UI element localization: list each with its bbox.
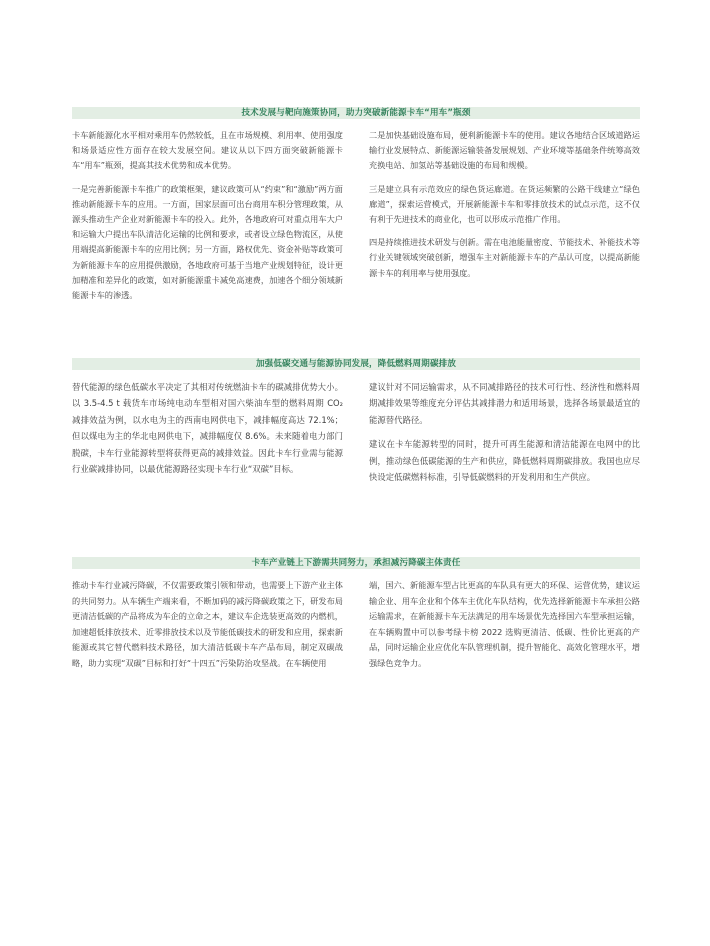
- paragraph: 三是建立具有示范效应的绿色货运廊道。在货运频繁的公路干线建立“绿色廊道”，探索运营模式，开展新能源卡车和零排放技术的试点示范，这不仅有利于先进技术的商业化，也可以形成示范推广作用。: [369, 183, 640, 225]
- left-column: [72, 128, 343, 311]
- paragraph: 卡车新能源化水平相对乘用车仍然较低，且在市场规模、利用率、使用强度和场景适应性方面存在较大发展空间。建议从以下四方面突破新能源卡车“用车”瓶颈，提高其技术优势和成本优势。: [72, 130, 343, 171]
- paragraph: 一是完善新能源卡车推广的政策框架，建议政策可从“约束”和“激励”两方面推动新能源卡车的应用。一方面，国家层面可出台商用车积分管理政策，从源头推动生产企业对新能源卡车的投入。此外，各地政府可对重点用车大户和运输大户提出车队清洁化运输的比例和要求，或者设立绿色物流区，从使用端提高新能源卡车的应用比例；另一方面，路权优先、资金补贴等政策可为新能源卡车的应用提供激励，各地政府可基于当地产业规划特征，设计更加精准和差异化的政策，如对新能源重卡减免高速费，加速各个细分领域新能源卡车的渗透。: [72, 183, 343, 301]
- section-tech-policy: [72, 107, 640, 311]
- section-energy-synergy: [72, 358, 640, 493]
- right-column: [369, 128, 640, 311]
- paragraph: 建议在卡车能源转型的同时，提升可再生能源和清洁能源在电网中的比例，推动绿色低碳能源的生产和供应，降低燃料周期碳排放。我国也应尽快设定低碳燃料标准，引导低碳燃料的开发利用和生产供应。: [369, 439, 640, 483]
- section-title-banner: 卡车产业链上下游需共同努力，承担减污降碳主体责任: [72, 557, 640, 569]
- paragraph: 建议针对不同运输需求，从不同减排路径的技术可行性、经济性和燃料周期减排效果等维度充分评估其减排潜力和适用场景，选择各场景最适宜的能源替代路径。: [369, 382, 640, 425]
- left-column: [72, 578, 343, 680]
- section-title-banner: 加强低碳交通与能源协同发展，降低燃料周期碳排放: [72, 358, 640, 370]
- section-industry-chain: [72, 557, 640, 680]
- paragraph: 四是持续推进技术研发与创新。需在电池能量密度、节能技术、补能技术等行业关键领域突破创新，增强车主对新能源卡车的产品认可度，以提高新能源卡车的利用率与使用强度。: [369, 237, 640, 278]
- right-column: [369, 578, 640, 680]
- left-column: [72, 379, 343, 493]
- paragraph: 二是加快基础设施布局，便利新能源卡车的使用。建议各地结合区域道路运输行业发展特点、新能源运输装备发展规划、产业环境等基础条件统筹高效充换电站、加氢站等基础设施的布局和规模。: [369, 130, 640, 171]
- paragraph: 端，国六、新能源车型占比更高的车队具有更大的环保、运营优势，建议运输企业、用车企业和个体车主优化车队结构，优先选择新能源卡车承担公路运输需求，在新能源卡车无法满足的用车场景优先选择国六车型承担运输，在车辆购置中可以参考绿卡榜 2022 选购更清洁、低碳、性价比更高的产品，同时运输企业应优化车队管理机制，提升智能化、高效化管理水平，增强绿色竞争力。: [369, 580, 640, 668]
- paragraph: 替代能源的绿色低碳水平决定了其相对传统燃油卡车的碳减排优势大小。以 3.5-4.5 t 载货车市场纯电动车型相对国六柴油车型的燃料周期 CO₂ 减排效益为例，以水电为主的西南电网供电下，减排幅度高达 72.1%；但以煤电为主的华北电网供电下，减排幅度仅 8.6%。未来随着电力部门脱碳，卡车行业能源转型将获得更高的减排效益。因此卡车行业需与能源行业碳减排协同，以最优能源路径实现卡车行业“双碳”目标。: [72, 382, 343, 475]
- section-title-banner: 技术发展与靶向施策协同，助力突破新能源卡车“用车”瓶颈: [72, 107, 640, 119]
- paragraph: 推动卡车行业减污降碳，不仅需要政策引领和带动，也需要上下游产业主体的共同努力。从车辆生产端来看，不断加码的减污降碳政策之下，研发布局更清洁低碳的产品将成为车企的立命之本，建议车企选装更高效的内燃机，加速超低排放技术、近零排放技术以及节能低碳技术的研发和应用，探索新能源或其它替代燃料技术路径，加大清洁低碳卡车产品布局，制定双碳战略，助力实现“双碳”目标和打好“十四五”污染防治攻坚战。在车辆使用: [72, 580, 343, 668]
- right-column: [369, 379, 640, 493]
